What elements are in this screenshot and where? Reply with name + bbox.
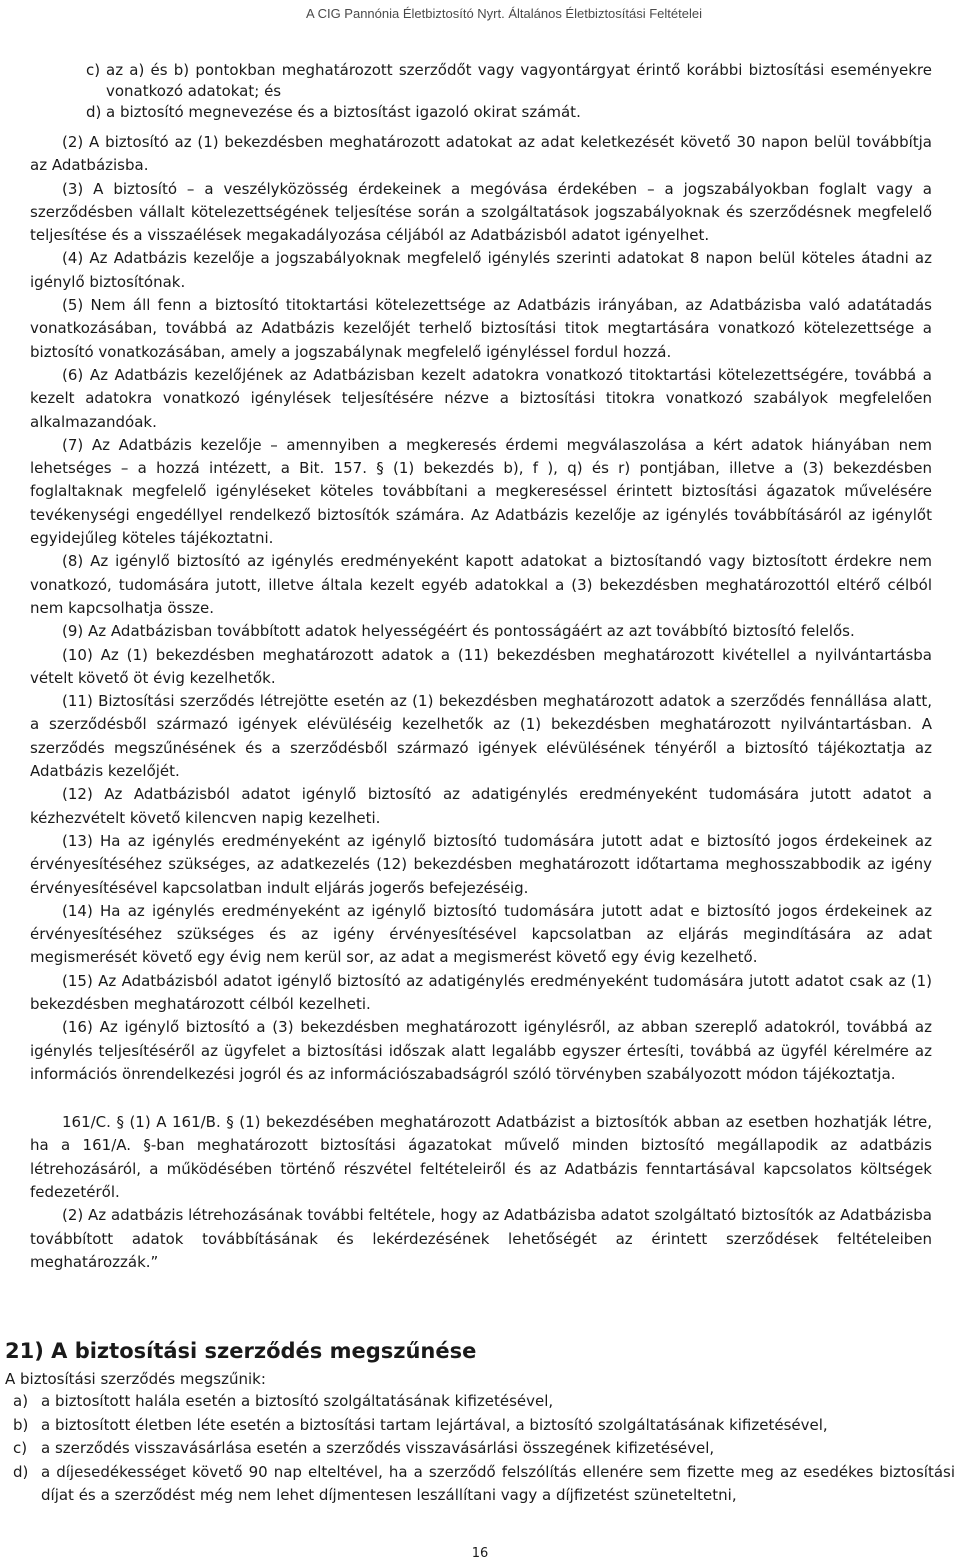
paragraph: (4) Az Adatbázis kezelője a jogszabályoknak megfelelő igénylés szerinti adatokat 8 napon belül köteles átadni az igénylő biztosítónak. <box>30 249 932 291</box>
section-intro: A biztosítási szerződés megszűnik: <box>5 1370 266 1388</box>
paragraph: (16) Az igénylő biztosító a (3) bekezdésben meghatározott igénylésről, az abban szereplő adatokról, továbbá az igénylés teljesítéséről az ügyfelet a biztosítási időszak alatt legalább egyszer értesíti, továbbá az ügyfél kérelmére az információs önrendelkezési jogról és az információszabadságról szóló törvényben szabályozott módon tájékoztatja. <box>30 1018 932 1083</box>
paragraph: (8) Az igénylő biztosító az igénylés eredményeként kapott adatokat a biztosítandó vagy biztosított érdekre nem vonatkozó, tudomására jutott, illetve általa kezelt egyéb adatokkal a (3) bekezdésben meghatározottól eltérő célból nem kapcsolhatja össze. <box>30 552 932 617</box>
paragraph-gap <box>30 1086 932 1111</box>
page-number: 16 <box>471 1546 489 1561</box>
list-item-text: a biztosított halála esetén a biztosító szolgáltatásának kifizetésével, <box>41 1392 554 1410</box>
list-item <box>5 1461 955 1508</box>
list-item-label: d) <box>86 103 102 121</box>
paragraph: (10) Az (1) bekezdésben meghatározott adatok a (11) bekezdésben meghatározott kivétellel a nyilvántartásba vételt követő öt évig kezelhetők. <box>30 645 932 687</box>
list-item-label: d) <box>13 1462 29 1481</box>
list-item-text: a biztosított életben léte esetén a biztosítási tartam lejártával, a biztosító szolgáltatásának kifizetésével, <box>41 1415 828 1434</box>
paragraph: (15) Az Adatbázisból adatot igénylő biztosító az adatigénylés eredményeként tudomására jutott adatot csak az (1) bekezdésben meghatározott célból kezelheti. <box>30 971 932 1013</box>
paragraph: (2) A biztosító az (1) bekezdésben meghatározott adatokat az adat keletkezését követő 30 napon belül továbbítja az Adatbázisba. <box>30 133 932 175</box>
termination-list <box>5 1390 955 1508</box>
paragraph: (14) Ha az igénylés eredményeként az igénylő biztosító tudomására jutott adat e biztosító jogos érdekeinek az érvényesítéséhez szükséges és az igény érvényesítésével kapcsolatban az eljárás megindítására az adat megismerését követő egy évig nem kerül sor, az adat a megismerést követő egy évig kezelhető. <box>30 901 932 967</box>
list-item-label: c) <box>13 1439 28 1457</box>
list-item-text: az a) és b) pontokban meghatározott szerződőt vagy vagyontárgyat érintő korábbi biztosítási eseményekre vonatkozó adatokat; és <box>106 61 932 100</box>
paragraph: (11) Biztosítási szerződés létrejötte esetén az (1) bekezdésben meghatározott adatok a szerződés fennállása alatt, a szerződésből származó igények elévüléséig kezelhetők az (1) bekezdésben meghatározott nyilvántartásban. A szerződés megszűnésének és a szerződésből származó igények elévülésének tényéről a biztosító tájékoztatja az Adatbázis kezelőjét. <box>30 692 932 781</box>
list-item <box>5 1390 955 1414</box>
list-item-label: b) <box>13 1415 29 1434</box>
paragraph: (5) Nem áll fenn a biztosító titoktartási kötelezettsége az Adatbázis irányában, az Adatbázisba való adatátadás vonatkozásában, továbbá az Adatbázis kezelőjét terhelő biztosítási titok megtartására vonatkozó kötelezettsége a biztosító vonatkozásában, amely a jogszabálynak megfelelő igényléssel fordul hozzá. <box>30 296 932 361</box>
list-item <box>86 60 932 102</box>
page-header-title: A CIG Pannónia Életbiztosító Nyrt. Általános Életbiztosítási Feltételei <box>306 6 702 21</box>
paragraph: (13) Ha az igénylés eredményeként az igénylő biztosító tudomására jutott adat e biztosító jogos érdekeinek az érvényesítéséhez szükséges, az adatkezelés (12) bekezdésben meghatározott időtartama meghosszabbodik az igény érvényesítésével kapcsolatban indult eljárás jogerős befejezéséig. <box>30 831 932 897</box>
document-body <box>30 131 932 1274</box>
paragraph: (3) A biztosító – a veszélyközösség érdekeinek a megóvása érdekében – a jogszabályokban foglalt vagy a szerződésben vállalt kötelezettségének teljesítése során a szolgáltatások jogszabályoknak és szerződésnek megfelelő teljesítése és a visszaélések megakadályozása céljából az Adatbázisból adatot igényelhet. <box>30 179 932 245</box>
paragraph: 161/C. § (1) A 161/B. § (1) bekezdésében meghatározott Adatbázist a biztosítók abban az esetben hozhatják létre, ha a 161/A. §-ban meghatározott biztosítási ágazatokat művelő minden biztosító megállapodik az adatbázis létrehozásáról, a működésében történő részvétel feltételeiről és az Adatbázis fenntartásával kapcsolatos költségek fedezetéről. <box>30 1113 932 1202</box>
paragraph: (12) Az Adatbázisból adatot igénylő biztosító az adatigénylés eredményeként tudomására jutott adatot a kézhezvételt követő kilencven napig kezelheti. <box>30 785 932 827</box>
list-item-text: a szerződés visszavásárlása esetén a szerződés visszavásárlási összegének kifizetésével, <box>41 1439 715 1457</box>
list-item-text: a biztosító megnevezése és a biztosítást igazoló okirat számát. <box>106 103 581 121</box>
paragraph: (7) Az Adatbázis kezelője – amennyiben a megkeresés érdemi megválaszolása a kért adatok hiányában nem lehetséges – a hozzá intézett, a Bit. 157. § (1) bekezdés b), f ), q) és r) pontjában, illetve a (3) bekezdésben foglaltaknak megfelelő igényléseket köteles továbbítani a megkereséssel érintett biztosítási ágazatok művelésére tevékenységi engedéllyel rendelkező biztosítók számára. Az Adatbázis kezelője az igénylés továbbításáról az igénylőt egyidejűleg köteles tájékoztatni. <box>30 435 932 548</box>
paragraph: (6) Az Adatbázis kezelőjének az Adatbázisban kezelt adatokra vonatkozó titoktartási kötelezettségére, továbbá a kezelt adatokra vonatkozó igénylések teljesítésére nézve a biztosítási titokra vonatkozó szabályok megfelelően alkalmazandóak. <box>30 365 932 431</box>
list-item-label: c) <box>86 61 101 79</box>
list-item <box>5 1414 955 1438</box>
section-termination <box>5 1337 955 1508</box>
section-heading: 21) A biztosítási szerződés megszűnése <box>5 1339 477 1363</box>
list-item <box>5 1437 955 1461</box>
list-item-label: a) <box>13 1392 29 1410</box>
paragraph: (2) Az adatbázis létrehozásának további feltétele, hogy az Adatbázisba adatot szolgáltató biztosítók az Adatbázisba továbbított adatok továbbításának és lekérdezésének lehetőségét az érintett szerződések feltételeiben meghatározzák.” <box>30 1206 932 1271</box>
paragraph: (9) Az Adatbázisban továbbított adatok helyességéért és pontosságáért az azt továbbító biztosító felelős. <box>62 622 855 641</box>
top-list <box>86 60 932 123</box>
list-item-text: a díjesedékességet követő 90 nap elteltével, ha a szerződő felszólítás ellenére sem fizette meg az esedékes biztosítási díjat és a szerződést még nem lehet díjmentesen leszállítani vagy a díjfizetést szüneteltetni, <box>41 1462 955 1504</box>
list-item <box>86 102 932 123</box>
